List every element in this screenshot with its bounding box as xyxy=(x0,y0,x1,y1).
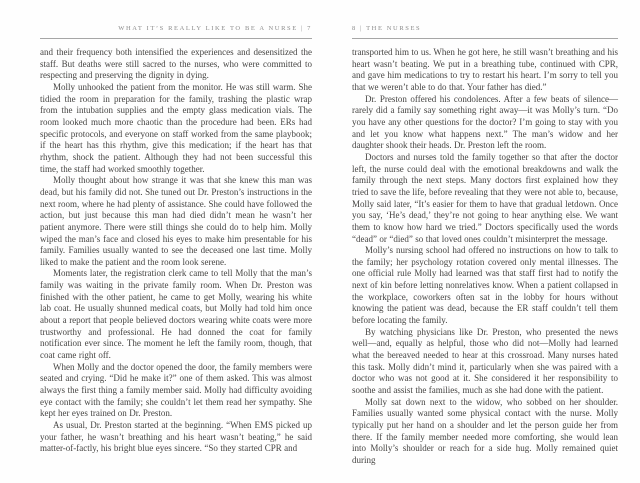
paragraph: Molly thought about how strange it was that she knew this man was dead, but his family did not. She tuned out Dr. Preston’s instructions in the next room, where he had plenty of assistance. She could have followed the action, but just because this man had died didn’t mean he wasn’t her patient anymore. There were still things she could do to help him. Molly wiped the man’s face and closed his eyes to make him presentable for his family. Families usually wanted to see the deceased one last time. Molly liked to make the patient and the room look serene. xyxy=(40,175,312,267)
left-page xyxy=(40,25,312,455)
paragraph: transported him to us. When he got here, he still wasn’t breathing and his heart wasn’t beating. We put in a breathing tube, continued with CPR, and gave him medications to try to restart his heart. I’m sorry to tell you that we weren’t able to do that. Your father has died.” xyxy=(352,47,618,92)
paragraph: By watching physicians like Dr. Preston, who presented the news well—and, equally as helpful, those who did not—Molly had learned what the bereaved needed to hear at this crossroad. Many nurses hated this task. Molly didn’t mind it, particularly when she was paired with a doctor who was not good at it. She considered it her responsibility to soothe and assist the families, much as she had done with the patient. xyxy=(352,326,618,396)
paragraph: Dr. Preston offered his condolences. After a few beats of silence—rarely did a family say something right away—it was Molly’s turn. “Do you have any other questions for the doctor? I’m going to stay with you and let you know what happens next.” The man’s widow and her daughter shook their heads. Dr. Preston left the room. xyxy=(352,93,618,151)
paragraph: and their frequency both intensified the experiences and desensitized the staff. But deaths were still sacred to the nurses, who were committed to respecting and preserving the dignity in dying. xyxy=(40,47,312,81)
right-page-body xyxy=(352,47,618,467)
right-running-head: 8 | THE NURSES xyxy=(352,25,618,39)
left-running-head: WHAT IT’S REALLY LIKE TO BE A NURSE | 7 xyxy=(40,25,312,39)
paragraph: As usual, Dr. Preston started at the beginning. “When EMS picked up your father, he wasn’t breathing and his heart wasn’t beating,” he said matter-of-factly, his bright blue eyes sincere. “So they started CPR and xyxy=(40,420,312,454)
paragraph: Molly’s nursing school had offered no instructions on how to talk to the family; her psychology rotation covered only mental illnesses. The one official rule Molly had learned was that staff first had to notify the next of kin before letting nonrelatives know. When a patient collapsed in the workplace, coworkers often sat in the lobby for hours without knowing the patient was dead, because the ER staff couldn’t tell them before locating the family. xyxy=(352,245,618,326)
right-page xyxy=(352,25,618,467)
paragraph: When Molly and the doctor opened the door, the family members were seated and crying. “Did he make it?” one of them asked. This was almost always the first thing a family member said. Molly had difficulty avoiding eye contact with the family; she couldn’t let them read her sympathy. She kept her eyes trained on Dr. Preston. xyxy=(40,361,312,419)
paragraph: Doctors and nurses told the family together so that after the doctor left, the nurse could deal with the emotional breakdowns and walk the family through the next steps. Many doctors first explained how they tried to save the life, before revealing that they were not able to, because, Molly said later, “It’s easier for them to have that gradual letdown. Once you say, ‘He’s dead,’ they’re not going to hear anything else. We want them to know how hard we tried.” Doctors specifically used the words “dead” or “died” so that loved ones couldn’t misinterpret the message. xyxy=(352,151,618,244)
paragraph: Moments later, the registration clerk came to tell Molly that the man’s family was waiting in the private family room. When Dr. Preston was finished with the other patient, he came to get Molly, wearing his white lab coat. He usually shunned medical coats, but Molly had told him once about a report that people believed doctors wearing white coats were more trustworthy and professional. He had donned the coat for family notification ever since. The moment he left the family room, though, that coat came right off. xyxy=(40,268,312,361)
paragraph: Molly unhooked the patient from the monitor. He was still warm. She tidied the room in preparation for the family, trashing the plastic wrap from the intubation supplies and the empty glass medication vials. The room looked much more chaotic than the procedure had been. ERs had specific protocols, and everyone on staff worked from the same playbook; if the heart has this rhythm, give this medication; if the heart has that rhythm, shock the patient. Although they had not been successful this time, the staff had worked smoothly together. xyxy=(40,81,312,174)
paragraph: Molly sat down next to the widow, who sobbed on her shoulder. Families usually wanted some physical contact with the nurse. Molly typically put her hand on a shoulder and let the person guide her from there. If the family member needed more comforting, she would lean into Molly’s shoulder or reach for a side hug. Molly remained quiet during xyxy=(352,396,618,465)
left-page-body xyxy=(40,47,312,455)
